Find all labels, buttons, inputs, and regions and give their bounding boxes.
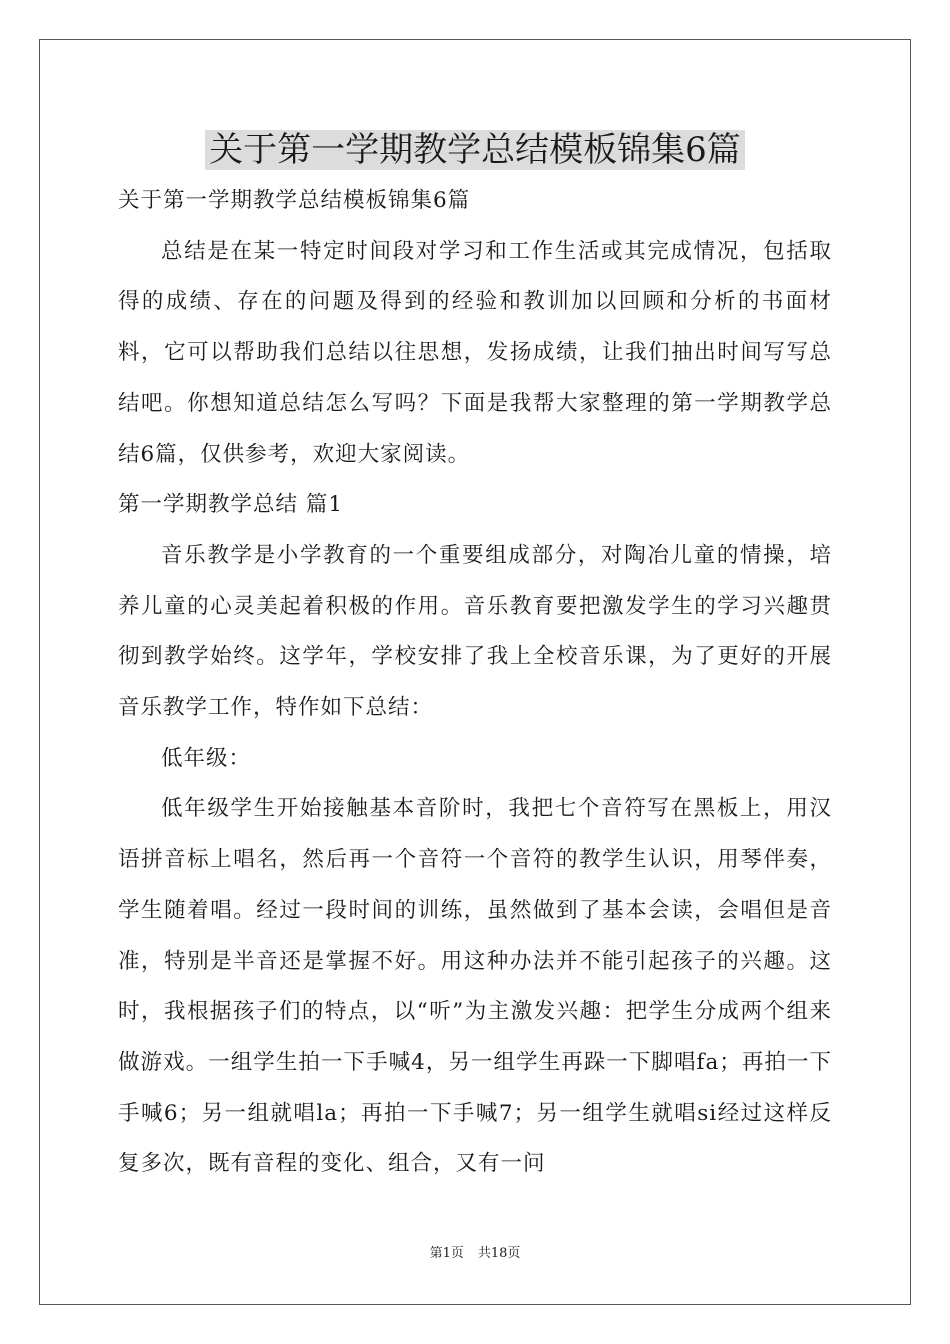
document-body [118,176,832,1190]
page-footer [0,1245,950,1263]
document-title-text: 关于第一学期教学总结模板锦集6篇 [205,130,745,170]
body-paragraph: 低年级学生开始接触基本音阶时，我把七个音符写在黑板上，用汉语拼音标上唱名，然后再一个音符一个音符的教学生认识，用琴伴奏，学生随着唱。经过一段时间的训练，虽然做到了基本会读，会唱但是音准，特别是半音还是掌握不好。用这种办法并不能引起孩子的兴趣。这时，我根据孩子们的特点，以“听”为主激发兴趣：把学生分成两个组来做游戏。一组学生拍一下手喊4，另一组学生再跺一下脚唱fa；再拍一下手喊6；另一组就唱la；再拍一下手喊7；另一组学生就唱si经过这样反复多次，既有音程的变化、组合，又有一问 [118,796,832,1177]
section-heading: 第一学期教学总结 篇1 [118,492,344,518]
subheading-low-grade: 低年级： [161,745,252,771]
page-total: 共18页 [477,1246,521,1261]
document-subtitle: 关于第一学期教学总结模板锦集6篇 [118,188,471,213]
document-title [0,126,950,174]
body-paragraph: 音乐教学是小学教育的一个重要组成部分，对陶冶儿童的情操，培养儿童的心灵美起着积极的作用。音乐教育要把激发学生的学习兴趣贯彻到教学始终。这学年，学校安排了我上全校音乐课，为了更好的开展音乐教学工作，特作如下总结： [118,542,832,721]
page-number: 第1页 [429,1246,464,1261]
intro-paragraph: 总结是在某一特定时间段对学习和工作生活或其完成情况，包括取得的成绩、存在的问题及得到的经验和教训加以回顾和分析的书面材料，它可以帮助我们总结以往思想，发扬成绩，让我们抽出时间写写总结吧。你想知道总结怎么写吗？下面是我帮大家整理的第一学期教学总结6篇，仅供参考，欢迎大家阅读。 [118,238,832,467]
